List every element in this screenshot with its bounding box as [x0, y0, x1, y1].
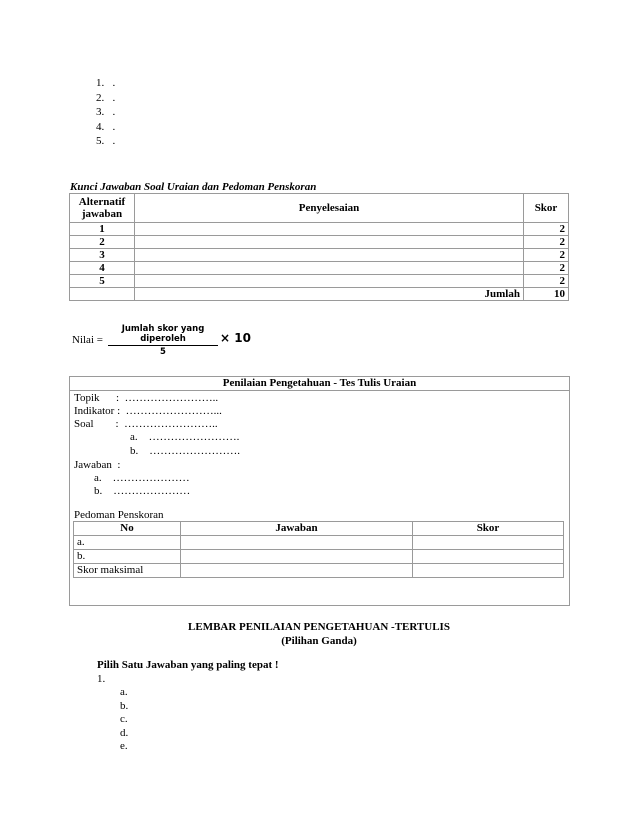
row-jawaban	[181, 550, 413, 564]
row-skor	[413, 550, 564, 564]
list-item: 5. .	[96, 135, 116, 147]
lembar-heading	[0, 620, 638, 648]
row-no: a.	[74, 536, 181, 550]
pedoman-label: Pedoman Penskoran	[74, 509, 164, 521]
row-no: 1	[70, 223, 135, 236]
kunci-title: Kunci Jawaban Soal Uraian dan Pedoman Penskoran	[70, 181, 317, 193]
topik-line: Topik : ……………………..	[74, 392, 219, 404]
table-row	[70, 262, 569, 275]
table-row	[70, 275, 569, 288]
row-no: 4	[70, 262, 135, 275]
option-item: d.	[120, 726, 129, 739]
jumlah-row	[70, 288, 569, 301]
row-skor: 2	[524, 275, 569, 288]
row-no	[70, 288, 135, 301]
row-skor: 2	[524, 262, 569, 275]
row-skor: 2	[524, 223, 569, 236]
fraction-bar	[108, 345, 218, 346]
soal-line: Soal : ……………………..	[74, 418, 218, 430]
kunci-table	[69, 193, 569, 301]
row-skor	[413, 564, 564, 578]
row-no: 5	[70, 275, 135, 288]
question-number: 1.	[97, 673, 106, 685]
numbered-list	[96, 76, 115, 149]
table-row	[74, 550, 564, 564]
table-row	[70, 223, 569, 236]
row-penyelesaian	[135, 236, 524, 249]
header-no: No	[74, 522, 181, 536]
row-penyelesaian	[135, 223, 524, 236]
jumlah-value: 10	[524, 288, 569, 301]
table-row	[70, 236, 569, 249]
list-item: 1. .	[96, 77, 116, 89]
lembar-subtitle: (Pilihan Ganda)	[281, 635, 357, 647]
row-no: Skor maksimal	[74, 564, 181, 578]
list-item: 4. .	[96, 120, 116, 133]
header-skor: Skor	[524, 194, 569, 223]
option-item: a.	[120, 686, 128, 698]
indikator-line: Indikator : ……………………...	[74, 405, 222, 417]
header-jawaban: Jawaban	[181, 522, 413, 536]
list-item: 2. .	[96, 91, 116, 104]
jawaban-a-line: a. …………………	[94, 472, 190, 484]
option-item: c.	[120, 713, 128, 725]
options-list	[120, 686, 128, 754]
table-row	[70, 249, 569, 262]
table-row	[74, 536, 564, 550]
soal-b-line: b. …………………….	[130, 445, 240, 457]
header-penyelesaian: Penyelesaian	[135, 194, 524, 223]
row-skor: 2	[524, 249, 569, 262]
row-no: 2	[70, 236, 135, 249]
row-penyelesaian	[135, 275, 524, 288]
nilai-multiplier: × 10	[220, 331, 251, 345]
header-skor: Skor	[413, 522, 564, 536]
row-penyelesaian	[135, 262, 524, 275]
option-item: b.	[120, 699, 129, 712]
fraction-denominator: 5	[160, 347, 166, 357]
row-skor	[413, 536, 564, 550]
row-no: 3	[70, 249, 135, 262]
instruction: Pilih Satu Jawaban yang paling tepat !	[97, 659, 279, 671]
option-item: e.	[120, 740, 128, 752]
jawaban-label: Jawaban :	[74, 459, 121, 471]
penilaian-title: Penilaian Pengetahuan - Tes Tulis Uraian	[70, 377, 569, 391]
row-penyelesaian	[135, 249, 524, 262]
jumlah-label: Jumlah	[135, 288, 524, 301]
pedoman-table	[73, 521, 564, 578]
row-jawaban	[181, 536, 413, 550]
list-item: 3. .	[96, 106, 116, 118]
nilai-label: Nilai =	[72, 334, 103, 346]
row-no: b.	[74, 550, 181, 564]
fraction-numerator: Jumlah skor yang diperoleh	[121, 324, 205, 344]
soal-a-line: a. …………………….	[130, 431, 240, 443]
header-alternatif: Alternatif jawaban	[70, 194, 135, 223]
jawaban-b-line: b. …………………	[94, 485, 191, 497]
row-jawaban	[181, 564, 413, 578]
table-row	[74, 564, 564, 578]
penilaian-box	[69, 376, 570, 606]
nilai-fraction	[108, 324, 218, 357]
row-skor: 2	[524, 236, 569, 249]
lembar-title: LEMBAR PENILAIAN PENGETAHUAN -TERTULIS	[188, 621, 450, 633]
